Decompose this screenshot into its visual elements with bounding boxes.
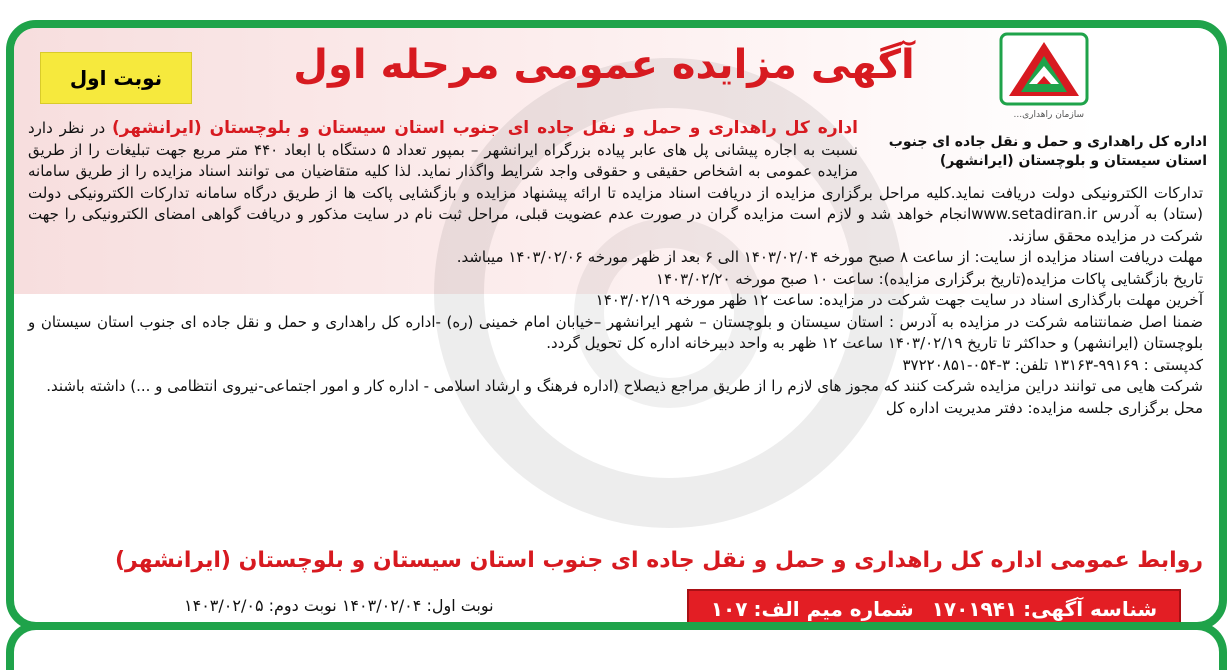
- publication-dates: نوبت اول: ۱۴۰۳/۰۲/۰۴ نوبت دوم: ۱۴۰۳/۰۲/۰۵: [184, 596, 494, 615]
- mim-label: شماره میم الف:: [753, 597, 914, 621]
- side-spacer: [858, 118, 1203, 174]
- guarantee-paragraph: ضمنا اصل ضمانتنامه شرکت در مزایده به آدرس : استان سیستان و بلوچستان – شهر ایرانشهر –خیابان امام خمینی (ره) -اداره کل راهداری و حمل و نقل جاده ای جنوب استان سیستان و بلوچستان (ایرانشهر) و حداکثر تا تاریخ ۱۴۰۳/۰۲/۱۹ ساعت ۱۲ ظهر به واحد دبیرخانه اداره کل تحویل گردد.: [28, 312, 1203, 352]
- public-relations-signature: روابط عمومی اداره کل راهداری و حمل و نقل جاده ای جنوب استان سیستان و بلوچستان (ایرانشهر): [114, 548, 1203, 573]
- mim-number: [711, 597, 914, 621]
- contact-line: کدپستی : ۹۹۱۶۹-۱۳۱۶۳ تلفن: ۳-۰۵۴-۳۷۲۲۰۸۵۱: [902, 355, 1203, 374]
- first-round-badge: نوبت اول: [40, 52, 192, 104]
- org-side-line1: اداره کل راهداری و حمل و نقل جاده ای جنوب: [888, 134, 1207, 150]
- next-ad-frame-edge: [6, 622, 1227, 670]
- intro-text-after-url: انجام خواهد شد و لازم است مزایده گران در صورت عدم عضویت قبلی، مراحل ثبت نام در سایت مذکور و دریافت گواهی امضای الکترونیکی را جهت شرکت در مزایده محقق سازند.: [28, 205, 1203, 245]
- organization-highlight: اداره کل راهداری و حمل و نقل جاده ای جنوب استان سیستان و بلوچستان (ایرانشهر): [112, 118, 859, 138]
- eligibility-paragraph: شرکت هایی می توانند دراین مزایده شرکت کنند که مجوز های لازم را از طریق مراجع ذیصلاح (اداره فرهنگ و ارشاد اسلامی - اداره کار و امور اجتماعی-نیروی انتظامی و ...) داشته باشند.: [46, 377, 1203, 395]
- notice-body: [28, 118, 1203, 419]
- setadiran-link[interactable]: www.setadiran.ir: [971, 205, 1098, 223]
- ad-frame: [6, 20, 1227, 630]
- upload-deadline-line: آخرین مهلت بارگذاری اسناد در سایت جهت شرکت در مزایده: ساعت ۱۲ ظهر مورخه ۱۴۰۳/۰۲/۱۹: [595, 291, 1203, 309]
- page-title: آگهی مزایده عمومی مرحله اول: [293, 42, 915, 88]
- ad-id-value: ۱۷۰۱۹۴۱: [931, 597, 1018, 621]
- road-organization-logo: [999, 32, 1089, 110]
- ad-id: [932, 597, 1157, 621]
- org-side-line2: استان سیستان و بلوچستان (ایرانشهر): [939, 152, 1207, 169]
- venue-line: محل برگزاری جلسه مزایده: دفتر مدیریت اداره کل: [885, 398, 1203, 417]
- deadline-line: مهلت دریافت اسناد مزایده از سایت: از ساعت ۸ صبح مورخه ۱۴۰۳/۰۲/۰۴ الی ۶ بعد از ظهر مورخه ۱۴۰۳/۰۲/۰۶ میباشد.: [456, 248, 1203, 266]
- mim-value: ۱۰۷: [710, 597, 748, 621]
- ad-id-label: شناسه آگهی:: [1023, 597, 1158, 621]
- intro-text: در نظر دارد نسبت به اجاره پیشانی پل های عابر پیاده بزرگراه ایرانشهر – بمپور تعداد ۵ دستگاه با ابعاد ۴۴۰ متر مربع جهت تبلیغات را از طریق مزایده عمومی به اشخاص حقیقی و حقوقی واجد شرایط واگذار نماید. لذا کلیه متقاضیان می توانند اسناد مزایده را از طریق سامانه تدارکات الکترونیکی دولت دریافت نماید.کلیه مراحل برگزاری مزایده از دریافت اسناد مزایده تا ارائه پیشنهاد مزایده و بازگشایی پاکت ها از طریق درگاه سامانه تدارکات الکترونیکی دولت (ستاد) به آدرس: [28, 119, 1203, 223]
- opening-line: تاریخ بازگشایی پاکات مزایده(تاریخ برگزاری مزایده): ساعت ۱۰ صبح مورخه ۱۴۰۳/۰۲/۲۰: [655, 269, 1203, 288]
- logo-caption: ...سازمان راهداری: [1013, 110, 1084, 120]
